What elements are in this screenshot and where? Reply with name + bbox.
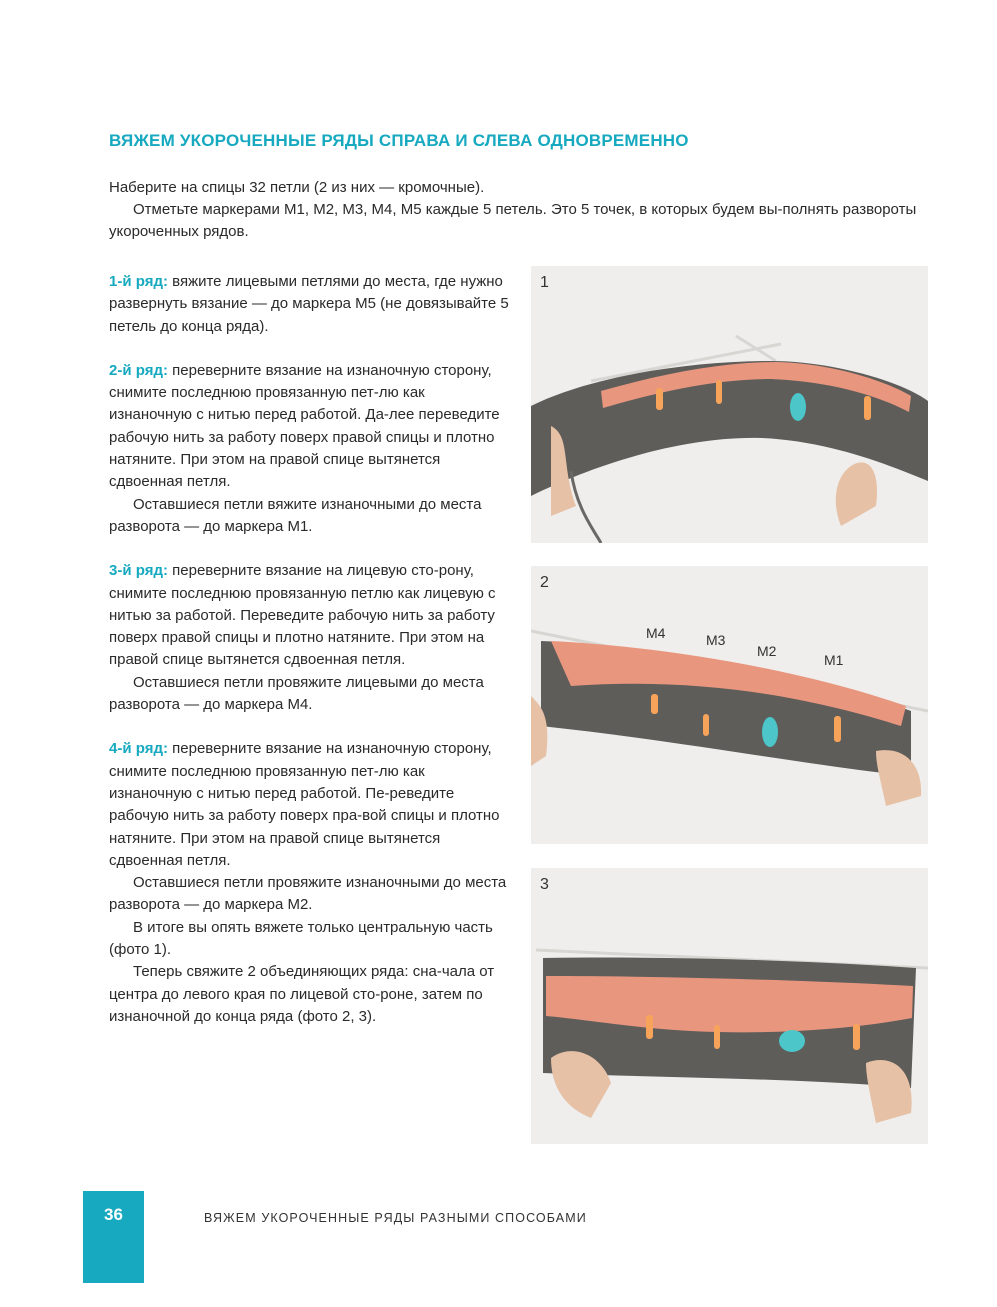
knitting-photo-1-illustration: [531, 266, 928, 543]
photo-number: 2: [540, 574, 549, 591]
photo-2: [531, 566, 928, 844]
photo-1: [531, 266, 928, 543]
marker-label-m4: М4: [646, 625, 666, 641]
row-1-paragraph: [109, 271, 509, 338]
row-4-continuation: Оставшиеся петли провяжите изнаночными до места разворота — до маркера М2.: [109, 874, 507, 914]
photo-3: [531, 868, 928, 1144]
knitting-photo-3-illustration: [531, 868, 928, 1144]
intro-text: [109, 177, 924, 243]
section-heading: ВЯЖЕМ УКОРОЧЕННЫЕ РЯДЫ СПРАВА И СЛЕВА ОДНОВРЕМЕННО: [109, 131, 689, 150]
row-3-text: переверните вязание на лицевую сто-рону, снимите последнюю провязанную петлю как лицевую с нитью за работой. Переведите рабочую нить за работу поверх правой спицы и плотно натяните. При этом на правой спице вытянется сдвоенная петля.: [109, 562, 496, 669]
row-4-final: Теперь свяжите 2 объединяющих ряда: сна-чала от центра до левого края по лицевой сто-роне, затем по изнаночной до конца ряда (фото 2, 3).: [109, 963, 495, 1025]
row-1-label: 1-й ряд:: [109, 273, 168, 290]
row-4-label: 4-й ряд:: [109, 740, 168, 758]
running-title: ВЯЖЕМ УКОРОЧЕННЫЕ РЯДЫ РАЗНЫМИ СПОСОБАМИ: [204, 1211, 587, 1225]
row-2-label: 2-й ряд:: [109, 361, 168, 379]
page-number: 36: [104, 1205, 123, 1224]
instructions-column: [109, 271, 509, 1028]
page-number-block: [83, 1191, 144, 1283]
row-4-text: переверните вязание на изнаночную сторону, снимите последнюю провязанную пет-лю как изнаночную с нитью перед работой. Пе-реведите рабочую нить за работу поверх пра-вой спицы и плотно натяните. При этом на правой спице вытянется сдвоенная петля.: [109, 740, 500, 869]
row-3-label: 3-й ряд:: [109, 562, 168, 580]
row-4-paragraph: [109, 738, 509, 872]
knitting-photo-2-illustration: [531, 566, 928, 844]
row-3-paragraph: [109, 560, 509, 671]
intro-paragraph: Наберите на спицы 32 петли (2 из них — кромочные).: [109, 179, 485, 196]
marker-label-m2: М2: [757, 643, 777, 659]
row-2-continuation: Оставшиеся петли вяжите изнаночными до места разворота — до маркера М1.: [109, 495, 482, 535]
intro-paragraph: Отметьте маркерами М1, М2, М3, М4, М5 каждые 5 петель. Это 5 точек, в которых будем вы-полнять развороты укороченных рядов.: [109, 201, 917, 240]
row-1-text: вяжите лицевыми петлями до места, где нужно развернуть вязание — до маркера М5 (не довязывайте 5 петель до конца ряда).: [109, 273, 509, 335]
marker-label-m3: М3: [706, 632, 726, 648]
photo-number: 3: [540, 876, 549, 893]
photo-number: 1: [540, 274, 549, 291]
marker-label-m1: М1: [824, 652, 844, 668]
row-4-summary: В итоге вы опять вяжете только центральную часть (фото 1).: [109, 918, 493, 959]
row-2-text: переверните вязание на изнаночную сторону, снимите последнюю провязанную пет-лю как изнаночную с нитью перед работой. Да-лее переведите рабочую нить за работу поверх правой спицы и плотно натяните. При этом на правой спице вытянется сдвоенная петля.: [109, 361, 500, 491]
row-2-paragraph: [109, 360, 509, 494]
row-3-continuation: Оставшиеся петли провяжите лицевыми до места разворота — до маркера М4.: [109, 673, 484, 714]
